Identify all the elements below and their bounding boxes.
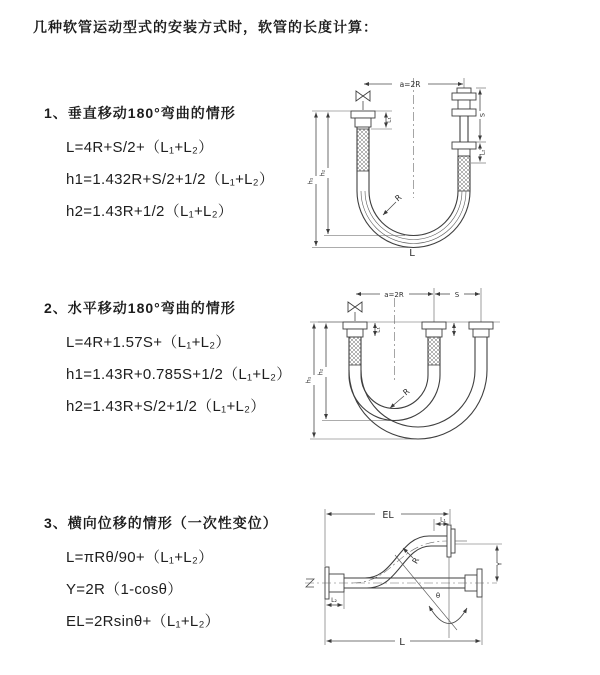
formula-el: EL=2Rsinθ+（L₁+L₂） <box>66 613 220 630</box>
dim-s <box>476 88 487 142</box>
valve-icon <box>348 302 362 321</box>
diagram-vertical-180-bend <box>300 66 565 261</box>
page-title: 几种软管运动型式的安装方式时，软管的长度计算： <box>33 19 378 35</box>
dim-label-a2r: a=2R <box>399 80 421 89</box>
dim-label-l1: L₁ <box>385 117 393 123</box>
dim-label-s: S <box>478 112 487 118</box>
left-flange <box>343 322 367 337</box>
dim-label-h1: h₁ <box>304 376 313 384</box>
dim-a-2r <box>364 78 464 90</box>
dim-label-r: R <box>410 556 422 566</box>
dim-label-l1: L₁ <box>440 516 446 524</box>
dim-label-r: R <box>393 192 404 204</box>
top-flange <box>447 525 467 557</box>
right-hose-braided <box>458 156 470 191</box>
diagram-lateral-displacement <box>297 500 597 660</box>
left-hose-braided <box>349 337 361 375</box>
hose-u-bend-shifted <box>349 370 487 439</box>
right-hose-plain <box>475 337 487 370</box>
dim-l1 <box>434 517 449 532</box>
formula-y: Y=2R（1-cosθ） <box>66 581 183 598</box>
dim-label-l2: L₂ <box>331 597 337 604</box>
dim-label-a2r: a=2R <box>384 291 404 299</box>
formula-length: L=4R+1.57S+（L₁+L₂） <box>66 334 231 351</box>
formula-h1: h1=1.43R+0.785S+1/2（L₁+L₂） <box>66 366 292 383</box>
dim-l <box>325 597 482 648</box>
dim-r <box>383 193 404 215</box>
section-2-heading: 2、水平移动180°弯曲的情形 <box>44 300 236 316</box>
hose-s-curve <box>344 536 447 588</box>
formula-length: L=4R+S/2+（L₁+L₂） <box>66 139 214 156</box>
hose-u-bend <box>357 191 470 248</box>
dim-label-r: R <box>401 386 412 398</box>
formula-length: L=πRθ/90+（L₁+L₂） <box>66 549 214 566</box>
dim-label-h2: h₂ <box>318 169 327 177</box>
dim-label-y: Y <box>495 561 504 567</box>
dim-el <box>325 509 450 566</box>
formula-h1: h1=1.432R+S/2+1/2（L₁+L₂） <box>66 171 275 188</box>
left-hose-braided <box>357 127 369 191</box>
section-3-heading: 3、横向位移的情形（一次性变位） <box>44 515 278 531</box>
dim-label-l: L <box>399 637 405 648</box>
middle-hose-braided <box>428 337 440 375</box>
dim-label-l2: L₂ <box>479 149 487 156</box>
dim-label-l: L <box>409 248 415 259</box>
right-flange <box>469 322 493 337</box>
valve-icon <box>356 91 370 110</box>
dim-a-2r <box>356 288 481 322</box>
section-1-heading: 1、垂直移动180°弯曲的情形 <box>44 105 236 121</box>
dim-label-h1: h₁ <box>306 177 315 185</box>
dim-label-h2: h₂ <box>316 368 325 376</box>
angle-construction <box>395 555 467 638</box>
right-flange-stack <box>452 88 476 156</box>
dim-label-l1: L₁ <box>374 327 382 333</box>
dim-label-el: EL <box>382 510 394 521</box>
formula-h2: h2=1.43R+S/2+1/2（L₁+L₂） <box>66 398 266 415</box>
dim-l1 <box>375 323 382 336</box>
dim-r <box>390 387 412 408</box>
curve-centerline <box>352 541 447 583</box>
dim-label-s: S <box>454 291 460 299</box>
middle-flange <box>422 322 446 337</box>
diagram-horizontal-180-bend <box>300 280 575 460</box>
dim-s <box>435 291 480 299</box>
dim-label-theta: θ <box>435 592 441 600</box>
left-flange <box>351 111 375 127</box>
formula-h2: h2=1.43R+1/2（L₁+L₂） <box>66 203 234 220</box>
